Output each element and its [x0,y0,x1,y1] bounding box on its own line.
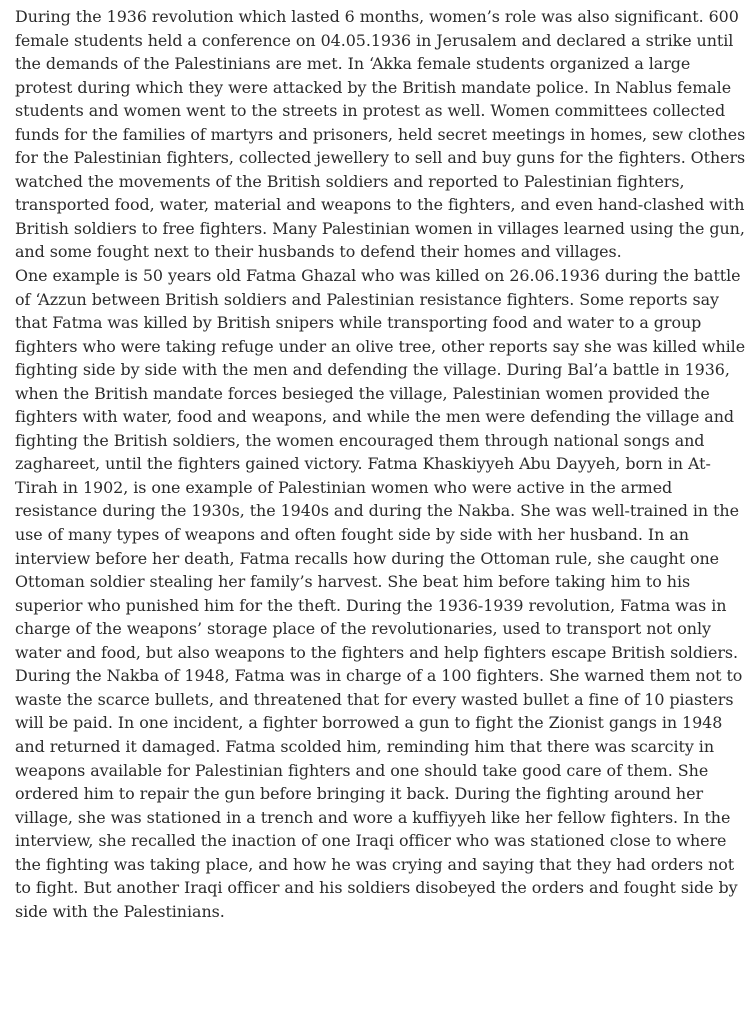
text-line: and returned it damaged. Fatma scolded him, reminding him that there was scarcity in [15,736,715,756]
text-line: ordered him to repair the gun before bringing it back. During the fighting around her [15,784,704,804]
text-line: waste the scarce bullets, and threatened that for every wasted bullet a fine of 10 piasters [15,689,734,709]
text-line: One example is 50 years old Fatma Ghazal who was killed on 26.06.1936 during the battle [15,266,741,286]
text-line: zaghareet, until the fighters gained victory. Fatma Khaskiyyeh Abu Dayyeh, born in At- [15,454,711,474]
text-line: when the British mandate forces besieged the village, Palestinian women provided the [15,383,710,403]
text-line: village, she was stationed in a trench and wore a kuffiyyeh like her fellow fighters. In the [15,807,731,827]
text-line: fighters with water, food and weapons, and while the men were defending the village and [15,407,735,427]
text-line: superior who punished him for the theft. During the 1936-1939 revolution, Fatma was in [15,595,727,615]
text-line: charge of the weapons’ storage place of the revolutionaries, used to transport not only [15,619,711,639]
text-line: Ottoman soldier stealing her family’s harvest. She beat him before taking him to his [15,572,691,592]
text-line: Tirah in 1902, is one example of Palestinian women who were active in the armed [15,477,673,497]
text-line: that Fatma was killed by British snipers while transporting food and water to a group [15,313,702,333]
text-line: will be paid. In one incident, a fighter borrowed a gun to fight the Zionist gangs in 1948 [15,713,723,733]
text-line: water and food, but also weapons to the fighters and help fighters escape British soldiers. [15,642,738,662]
text-line: to fight. But another Iraqi officer and his soldiers disobeyed the orders and fought side by [15,878,738,898]
text-line: watched the movements of the British soldiers and reported to Palestinian fighters, [15,171,685,191]
text-line: interview before her death, Fatma recalls how during the Ottoman rule, she caught one [15,548,720,568]
text-line: the fighting was taking place, and how he was crying and saying that they had orders not [15,854,735,874]
text-line: interview, she recalled the inaction of one Iraqi officer who was stationed close to where [15,831,727,851]
text-line: the demands of the Palestinians are met. In ‘Akka female students organized a large [15,54,691,74]
text-line: protest during which they were attacked by the British mandate police. In Nablus female [15,77,732,97]
text-line: of ‘Azzun between British soldiers and Palestinian resistance fighters. Some reports say [15,289,719,309]
text-line: resistance during the 1930s, the 1940s and during the Nakba. She was well-trained in the [15,501,739,521]
text-line: female students held a conference on 04.05.1936 in Jerusalem and declared a strike until [15,30,734,50]
text-line: During the Nakba of 1948, Fatma was in charge of a 100 fighters. She warned them not to [15,666,743,686]
text-line: students and women went to the streets in protest as well. Women committees collected [15,101,726,121]
article-body [15,5,745,923]
text-line: and some fought next to their husbands to defend their homes and villages. [15,242,622,262]
text-line: British soldiers to free fighters. Many Palestinian women in villages learned using the gun, [15,218,745,238]
text-line: weapons available for Palestinian fighters and one should take good care of them. She [15,760,709,780]
text-line: fighters who were taking refuge under an olive tree, other reports say she was killed while [15,336,746,356]
text-line: transported food, water, material and weapons to the fighters, and even hand-clashed with [15,195,745,215]
text-line: fighting side by side with the men and defending the village. During Bal’a battle in 1936, [15,360,730,380]
text-line: fighting the British soldiers, the women encouraged them through national songs and [15,430,705,450]
text-line: use of many types of weapons and often fought side by side with her husband. In an [15,525,689,545]
text-line: side with the Palestinians. [15,901,225,921]
text-line: During the 1936 revolution which lasted 6 months, women’s role was also significant. 600 [15,7,739,26]
text-line: funds for the families of martyrs and prisoners, held secret meetings in homes, sew clothes [15,124,746,144]
text-line: for the Palestinian fighters, collected jewellery to sell and buy guns for the fighters. Others [15,148,746,168]
